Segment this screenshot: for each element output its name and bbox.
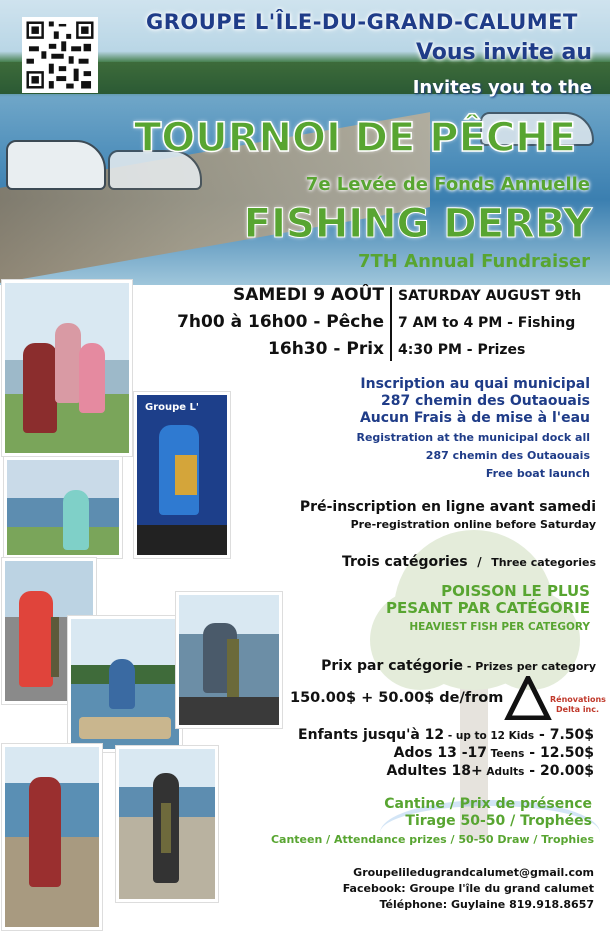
registration-en-3: Free boat launch: [485, 467, 590, 480]
fishing-hours-fr: 7h00 à 16h00 - Pêche: [177, 312, 384, 332]
photo-dock-boy: [2, 744, 102, 930]
contact-email[interactable]: Groupeliledugrandcalumet@gmail.com: [353, 866, 594, 879]
date-fr: SAMEDI 9 AOÛT: [232, 285, 384, 305]
photo-boy-fish: [4, 457, 122, 558]
categories-sep: /: [477, 555, 482, 569]
fee-teens: [394, 744, 594, 760]
fee-teens-fr: Ados 13 -17: [393, 745, 487, 761]
contact-facebook[interactable]: Facebook: Groupe l'île du grand calumet: [342, 882, 594, 895]
fee-teens-price: - 12.50$: [524, 745, 594, 761]
invite-en: Invites you to the: [412, 77, 592, 98]
prize-amount: 150.00$ + 50.00$ de/from: [290, 690, 504, 706]
fee-kids: [298, 726, 594, 742]
photo-sign-text: Groupe L': [145, 402, 199, 413]
photo-boy-boat-fish: [176, 592, 282, 728]
fee-adults: [387, 762, 594, 778]
registration-en-1: Registration at the municipal dock all: [356, 431, 590, 444]
title-en: FISHING DERBY: [243, 201, 592, 247]
preregistration-fr: Pré-inscription en ligne avant samedi: [299, 499, 596, 515]
photo-girl-fish: [116, 746, 218, 902]
date-en: SATURDAY AUGUST 9th: [398, 288, 582, 304]
categories-en: Three categories: [491, 556, 596, 569]
fee-kids-price: - 7.50$: [534, 727, 594, 743]
photo-trophy-boy: [134, 392, 230, 558]
sponsor-name-1: Rénovations: [550, 695, 606, 704]
photo-family-fish: [2, 280, 132, 456]
registration-fr-3: Aucun Frais à de mise à l'eau: [359, 410, 590, 426]
registration-en-2: 287 chemin des Outaouais: [425, 449, 590, 462]
fishing-hours-en: 7 AM to 4 PM - Fishing: [398, 315, 576, 331]
invite-fr: Vous invite au: [415, 40, 592, 65]
fee-adults-price: - 20.00$: [524, 763, 594, 779]
prizes-fr: Prix par catégorie: [321, 658, 463, 674]
subtitle-en: 7TH Annual Fundraiser: [358, 251, 590, 272]
contact-phone[interactable]: Téléphone: Guylaine 819.918.8657: [379, 898, 594, 911]
fee-kids-fr: Enfants jusqu'à 12: [298, 727, 445, 743]
preregistration-en: Pre-registration online before Saturday: [350, 518, 596, 531]
title-fr: TOURNOI DE PÊCHE: [133, 115, 577, 161]
extras-fr-2: Tirage 50-50 / Trophées: [405, 813, 592, 829]
registration-fr-1: Inscription au quai municipal: [360, 376, 590, 392]
categories-line: [342, 553, 596, 569]
organizer-name: GROUPE L'ÎLE-DU-GRAND-CALUMET: [146, 10, 578, 34]
heaviest-en: HEAVIEST FISH PER CATEGORY: [409, 621, 590, 633]
prize-time-en: 4:30 PM - Prizes: [398, 342, 526, 358]
prizes-en: - Prizes per category: [463, 660, 596, 673]
extras-en: Canteen / Attendance prizes / 50-50 Draw / Trophies: [270, 833, 594, 846]
qr-code-icon: [24, 19, 96, 91]
boat-left: [6, 140, 106, 190]
fee-adults-en: Adults: [482, 766, 525, 778]
sponsor-logo: [504, 676, 606, 720]
sponsor-name-2: Delta inc.: [556, 705, 600, 714]
fee-kids-en: - up to 12 Kids: [444, 730, 535, 742]
subtitle-fr: 7e Levée de Fonds Annuelle: [305, 174, 590, 195]
fee-adults-fr: Adultes 18+: [386, 763, 483, 779]
photo-boat-man: [68, 616, 182, 752]
extras-fr-1: Cantine / Prix de présence: [384, 796, 592, 812]
registration-fr-2: 287 chemin des Outaouais: [381, 393, 590, 409]
heaviest-fr-1: POISSON LE PLUS: [441, 582, 590, 600]
qr-code[interactable]: [22, 17, 98, 93]
prizes-line: [321, 657, 596, 673]
prize-time-fr: 16h30 - Prix: [268, 339, 384, 359]
fee-teens-en: Teens: [487, 748, 525, 760]
schedule-divider: [390, 287, 392, 361]
categories-fr: Trois catégories: [341, 554, 468, 570]
heaviest-fr-2: PESANT PAR CATÉGORIE: [385, 599, 590, 617]
